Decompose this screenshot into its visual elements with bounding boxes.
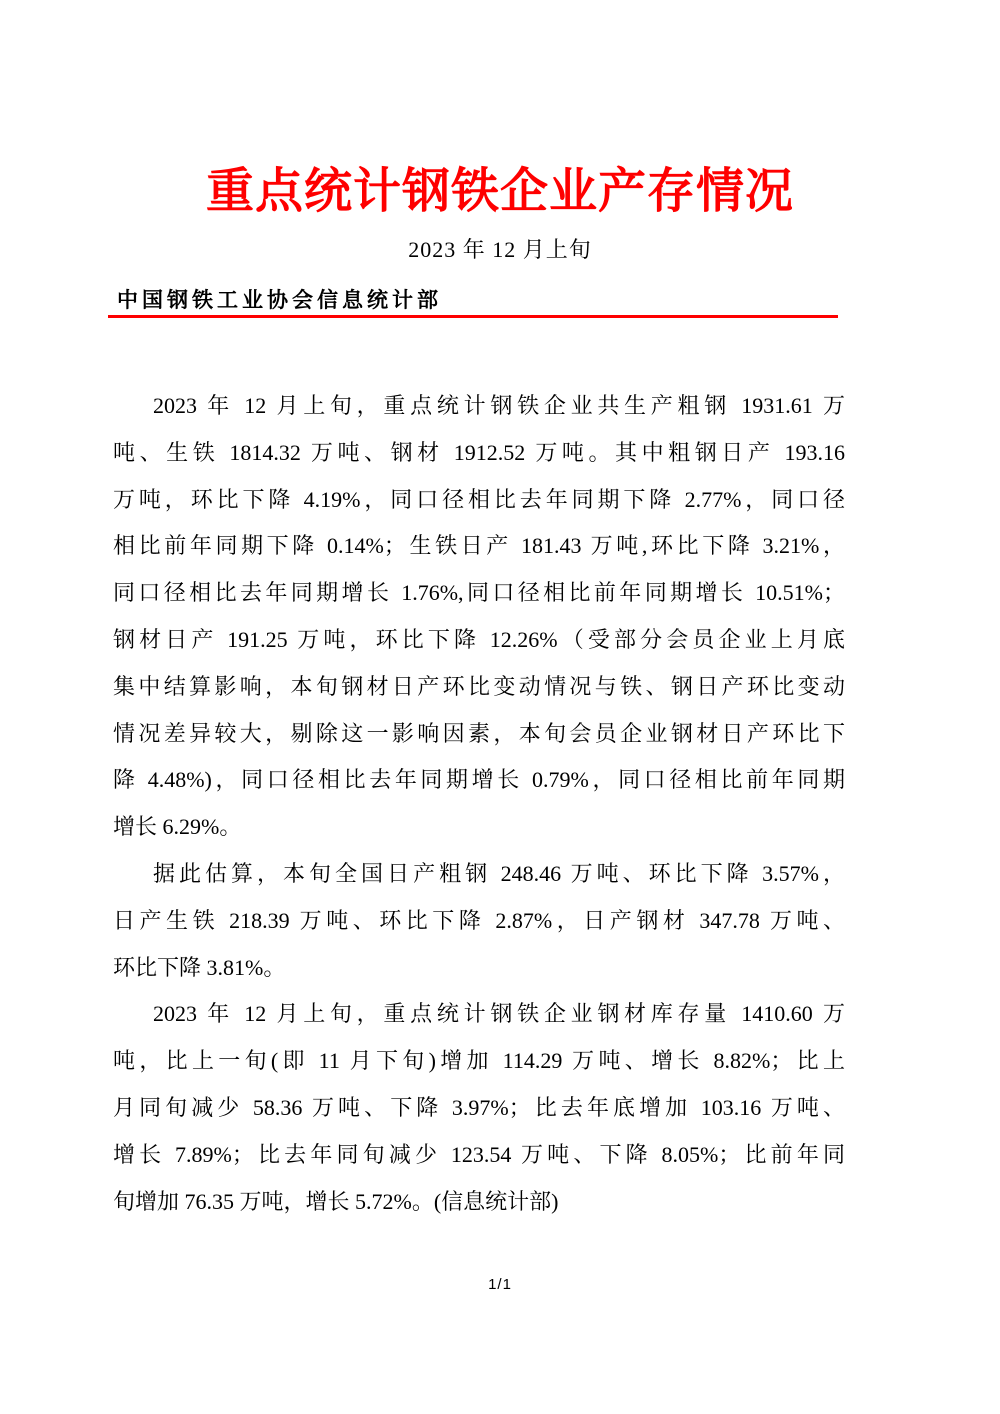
body-line: 据此估算，本旬全国日产粗钢 248.46 万吨、环比下降 3.57%， xyxy=(153,860,845,886)
body-line: 增长 6.29%。 xyxy=(113,814,242,840)
body-line: 相比前年同期下降 0.14%；生铁日产 181.43 万吨,环比下降 3.21%， xyxy=(113,533,845,559)
body-line: 环比下降 3.81%。 xyxy=(113,954,286,980)
body-line: 钢材日产 191.25 万吨，环比下降 12.26%（受部分会员企业上月底 xyxy=(113,626,845,652)
body-line: 2023 年 12 月上旬，重点统计钢铁企业共生产粗钢 1931.61 万 xyxy=(153,393,845,418)
page-number: 1/1 xyxy=(488,1276,512,1293)
department-line: 中国钢铁工业协会信息统计部 xyxy=(117,288,442,312)
body-line: 月同旬减少 58.36 万吨、下降 3.97%；比去年底增加 103.16 万吨、 xyxy=(113,1094,845,1120)
document-subtitle: 2023 年 12 月上旬 xyxy=(408,237,592,262)
document-title: 重点统计钢铁企业产存情况 xyxy=(205,165,794,218)
body-line: 日产生铁 218.39 万吨、环比下降 2.87%，日产钢材 347.78 万吨、 xyxy=(113,907,845,933)
body-line: 2023 年 12 月上旬，重点统计钢铁企业钢材库存量 1410.60 万 xyxy=(153,1001,845,1027)
red-divider-line xyxy=(108,315,838,318)
body-line: 集中结算影响，本旬钢材日产环比变动情况与铁、钢日产环比变动 xyxy=(113,673,845,699)
body-line: 增长 7.89%；比去年同旬减少 123.54 万吨、下降 8.05%；比前年同 xyxy=(113,1141,845,1167)
body-line: 降 4.48%)，同口径相比去年同期增长 0.79%，同口径相比前年同期 xyxy=(113,767,845,793)
body-line: 情况差异较大，剔除这一影响因素，本旬会员企业钢材日产环比下 xyxy=(113,720,845,746)
body-line: 万吨，环比下降 4.19%，同口径相比去年同期下降 2.77%，同口径 xyxy=(113,486,845,512)
body-line: 吨，比上一旬(即 11 月下旬)增加 114.29 万吨、增长 8.82%；比上 xyxy=(113,1048,845,1074)
body-line: 同口径相比去年同期增长 1.76%,同口径相比前年同期增长 10.51%； xyxy=(113,580,845,606)
body-line: 吨、生铁 1814.32 万吨、钢材 1912.52 万吨。其中粗钢日产 193.16 xyxy=(113,439,845,465)
body-line: 旬增加 76.35 万吨，增长 5.72%。(信息统计部) xyxy=(113,1188,559,1214)
document-body xyxy=(113,383,845,1225)
